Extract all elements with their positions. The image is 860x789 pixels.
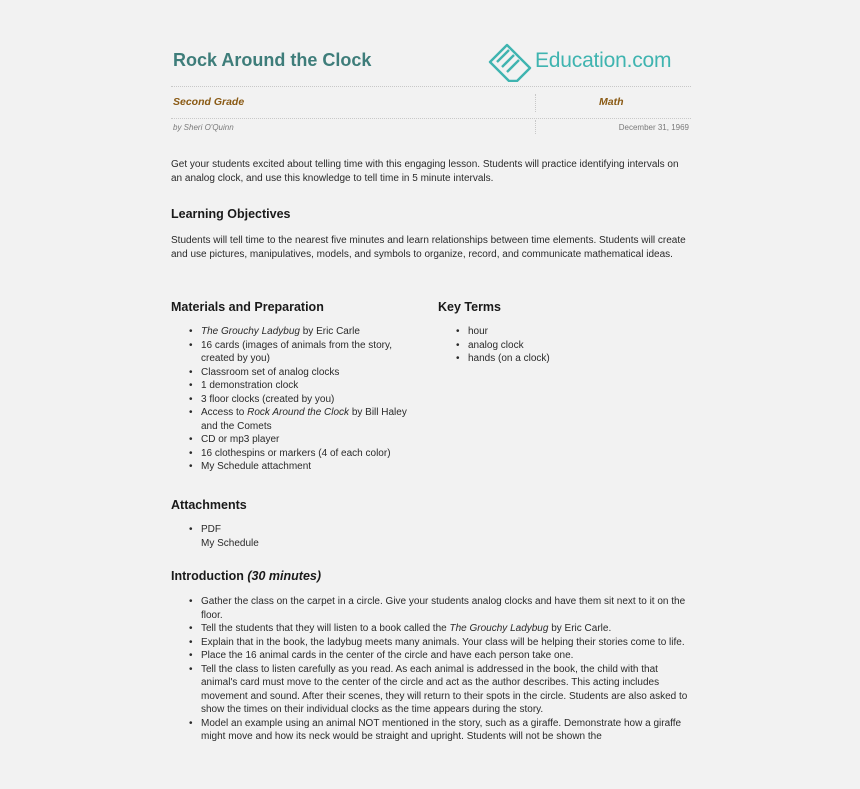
attachment-item[interactable] bbox=[201, 523, 501, 550]
list-item bbox=[201, 622, 691, 636]
list-item-text: Gather the class on the carpet in a circle. Give your students analog clocks and have them sit next to it on the floor. bbox=[201, 596, 686, 621]
attachment-link[interactable]: My Schedule bbox=[201, 537, 259, 549]
pencil-logo-icon bbox=[487, 40, 533, 82]
list-item bbox=[201, 636, 691, 650]
list-item bbox=[201, 339, 421, 366]
section-heading-attachments: Attachments bbox=[171, 498, 247, 512]
list-item bbox=[201, 433, 421, 447]
list-item-text: by Bill Haley and the Comets bbox=[201, 407, 407, 432]
list-item-text: by Eric Carle bbox=[299, 326, 360, 337]
section-heading-key-terms: Key Terms bbox=[438, 300, 501, 314]
list-item bbox=[201, 379, 421, 393]
list-item-text: Access to bbox=[201, 407, 248, 418]
list-item-text: by Eric Carle. bbox=[548, 623, 612, 634]
key-terms-list bbox=[438, 325, 688, 366]
list-item-text: CD or mp3 player bbox=[201, 434, 280, 445]
divider bbox=[535, 120, 536, 134]
publish-date: December 31, 1969 bbox=[618, 123, 689, 132]
list-item-text: 16 cards (images of animals from the story, created by you) bbox=[201, 339, 392, 364]
divider bbox=[171, 86, 691, 87]
section-heading-introduction bbox=[171, 569, 321, 583]
list-item bbox=[201, 717, 691, 744]
list-item-text: Tell the students that they will listen to a book called the bbox=[201, 623, 450, 634]
attachments-list bbox=[171, 523, 501, 550]
logo-text: Education.com bbox=[535, 49, 672, 72]
list-item bbox=[201, 366, 421, 380]
objectives-paragraph: Students will tell time to the nearest five minutes and learn relationships between time elements. Students will create and use pictures, manipulatives, models, and symbols to organize, record, and communicate mathematical ideas. bbox=[171, 235, 686, 260]
list-item bbox=[201, 595, 691, 622]
list-item-text: Explain that in the book, the ladybug meets many animals. Your class will be helping their stories come to life. bbox=[201, 636, 685, 648]
materials-list bbox=[171, 325, 421, 474]
list-item-title: Rock Around the Clock bbox=[247, 407, 350, 418]
lesson-title: Rock Around the Clock bbox=[173, 50, 372, 70]
section-heading-materials: Materials and Preparation bbox=[171, 300, 324, 314]
list-item bbox=[201, 663, 691, 717]
list-item bbox=[201, 447, 421, 461]
list-item bbox=[201, 406, 421, 433]
list-item-text: My Schedule attachment bbox=[201, 461, 312, 472]
divider bbox=[535, 94, 536, 112]
author-byline: by Sheri O'Quinn bbox=[173, 123, 234, 132]
list-item-text: Tell the class to listen carefully as you read. As each animal is addressed in the book, the child with that animal's card must move to the center of the circle and act as the author describes. This acting includes movement and sound. After their scenes, they will return to their spots in the circle. Students are also asked to show the times on their individual clocks as the time appears during the story. bbox=[201, 663, 688, 715]
subject-label: Math bbox=[599, 96, 624, 108]
divider bbox=[171, 118, 691, 119]
list-item bbox=[201, 649, 691, 663]
list-item-title: The Grouchy Ladybug bbox=[201, 326, 300, 337]
list-item bbox=[201, 460, 421, 474]
key-term-item: • hands (on a clock) bbox=[468, 352, 688, 366]
key-term-item: • analog clock bbox=[468, 339, 688, 353]
list-item-title: The Grouchy Ladybug bbox=[449, 623, 549, 634]
list-item bbox=[201, 325, 421, 339]
list-item-text: 16 clothespins or markers (4 of each color) bbox=[201, 447, 391, 459]
grade-label: Second Grade bbox=[173, 96, 245, 108]
education-logo[interactable] bbox=[487, 40, 671, 82]
intro-paragraph: Get your students excited about telling time with this engaging lesson. Students will practice identifying intervals on an analog clock, and use this knowledge to tell time in 5 minute intervals. bbox=[171, 159, 679, 184]
list-item bbox=[201, 393, 421, 407]
attachment-type: PDF bbox=[201, 524, 221, 535]
list-item-text: 1 demonstration clock bbox=[201, 380, 299, 391]
list-item-text: Model an example using an animal NOT mentioned in the story, such as a giraffe. Demonstrate how a giraffe might move and how its neck would be straight and upright. Students will not be shown the bbox=[201, 717, 682, 742]
lesson-document bbox=[171, 0, 691, 748]
section-heading-objectives: Learning Objectives bbox=[171, 207, 291, 221]
list-item-text: Classroom set of analog clocks bbox=[201, 366, 340, 378]
introduction-steps-list bbox=[171, 595, 691, 744]
introduction-heading-text: Introduction bbox=[171, 569, 244, 583]
list-item-text: 3 floor clocks (created by you) bbox=[201, 393, 335, 405]
introduction-duration: (30 minutes) bbox=[247, 569, 322, 583]
key-term-item: • hour bbox=[468, 325, 688, 339]
list-item-text: Place the 16 animal cards in the center of the circle and have each person take one. bbox=[201, 650, 574, 661]
